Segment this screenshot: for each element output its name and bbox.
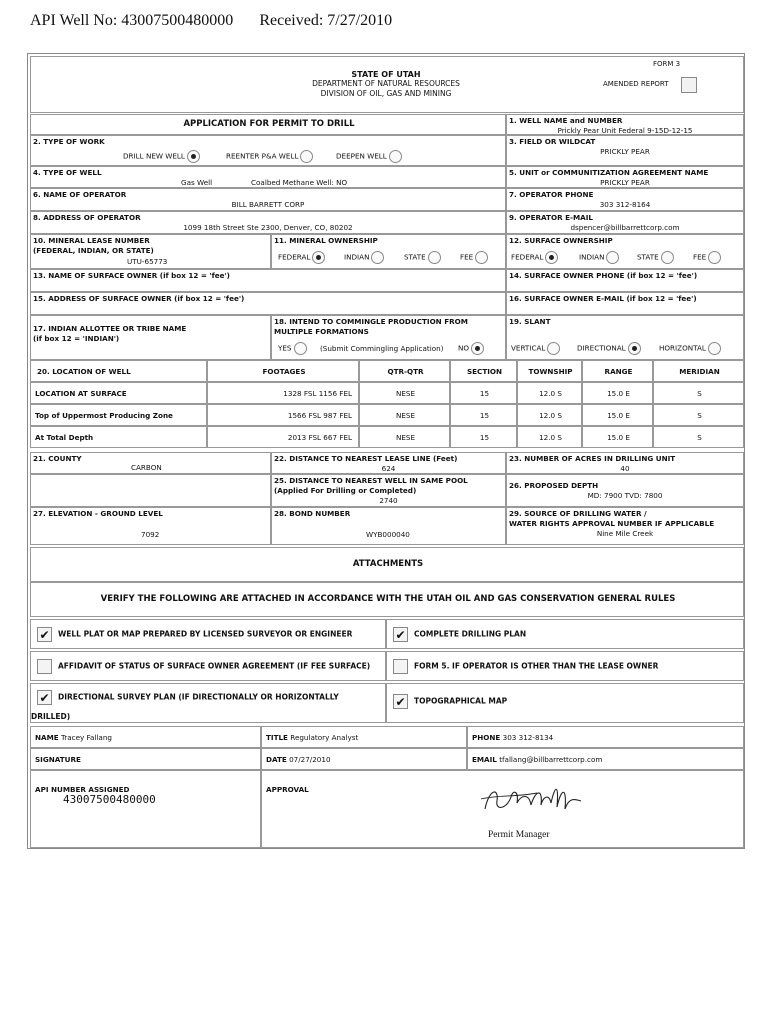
- commingle-yes-radio[interactable]: [294, 342, 307, 355]
- loc-cell-1-4-text: 12.0 S: [539, 411, 562, 420]
- mineral-fee-label: FEE: [460, 252, 474, 262]
- loc-cell-1-2: [359, 404, 450, 426]
- attachment-directional-survey[interactable]: [30, 683, 386, 723]
- field-5-label: 5. UNIT or COMMUNITIZATION AGREEMENT NAME: [509, 168, 709, 177]
- loc-cell-2-4: [517, 426, 582, 448]
- deepen-label: DEEPEN WELL: [336, 151, 387, 161]
- title-cell: [261, 726, 467, 748]
- field-26-cell: [506, 474, 744, 507]
- date-label: DATE: [266, 755, 287, 764]
- amended-report-label: AMENDED REPORT: [603, 80, 669, 88]
- surface-federal-label: FEDERAL: [511, 252, 544, 262]
- page-header: [30, 12, 414, 30]
- loc-cell-2-0-text: At Total Depth: [35, 433, 94, 442]
- field-8-label: 8. ADDRESS OF OPERATOR: [33, 213, 141, 222]
- amended-report-checkbox[interactable]: [681, 77, 697, 93]
- field-5-value: PRICKLY PEAR: [600, 178, 650, 187]
- field-17-cell: [30, 315, 271, 360]
- verify-row: [30, 582, 744, 617]
- reenter-label: REENTER P&A WELL: [226, 151, 299, 161]
- api-assigned-cell: [30, 770, 261, 848]
- division-title: DIVISION OF OIL, GAS AND MINING: [320, 89, 452, 98]
- loc-cell-0-1: [207, 382, 359, 404]
- loc-cell-2-1-text: 2013 FSL 667 FEL: [287, 433, 352, 442]
- loc-cell-2-2-text: NESE: [395, 433, 416, 442]
- mineral-federal-radio[interactable]: [312, 251, 325, 264]
- slant-vertical-radio[interactable]: [547, 342, 560, 355]
- loc-cell-2-4-text: 12.0 S: [539, 433, 562, 442]
- field-11-cell: [271, 234, 506, 269]
- field-21-value: CARBON: [131, 463, 162, 472]
- affidavit-checkbox[interactable]: [37, 659, 52, 674]
- verify-text: VERIFY THE FOLLOWING ARE ATTACHED IN ACCORDANCE WITH THE UTAH OIL AND GAS CONSERVATION GENERAL RULES: [100, 594, 676, 604]
- mineral-indian-radio[interactable]: [371, 251, 384, 264]
- field-7-value: 303 312-8164: [599, 200, 651, 209]
- field-10-label: 10. MINERAL LEASE NUMBER: [33, 236, 150, 245]
- surface-fee-radio[interactable]: [708, 251, 721, 264]
- field-23-cell: [506, 452, 744, 474]
- api-assigned-value: 43007500480000: [63, 793, 156, 806]
- date-value: 07/27/2010: [289, 755, 331, 764]
- loc-cell-0-5: [582, 382, 653, 404]
- mineral-indian-label: INDIAN: [344, 252, 370, 262]
- approval-label: APPROVAL: [266, 785, 309, 794]
- field-18-sublabel: MULTIPLE FORMATIONS: [274, 327, 369, 336]
- attachment-form5[interactable]: [386, 651, 744, 681]
- field-7-label: 7. OPERATOR PHONE: [509, 190, 594, 199]
- loc-cell-1-5: [582, 404, 653, 426]
- field-1-label: 1. WELL NAME and NUMBER: [509, 116, 623, 125]
- form5-label: FORM 5. IF OPERATOR IS OTHER THAN THE LEASE OWNER: [414, 661, 659, 671]
- loc-cell-0-4-text: 12.0 S: [539, 389, 562, 398]
- field-16-label: 16. SURFACE OWNER E-MAIL (if box 12 = 'fee'): [509, 294, 697, 303]
- directional-survey-checkbox[interactable]: ✔: [37, 690, 52, 705]
- drilling-plan-label: COMPLETE DRILLING PLAN: [414, 629, 527, 639]
- mineral-federal[interactable]: [278, 251, 325, 264]
- loc-header-0-text: 20. LOCATION OF WELL: [37, 367, 131, 376]
- deepen-radio[interactable]: [389, 150, 402, 163]
- loc-header-3: [450, 360, 517, 382]
- field-28-label: 28. BOND NUMBER: [274, 509, 351, 518]
- field-14-cell: [506, 269, 744, 292]
- field-25-sublabel: (Applied For Drilling or Completed): [274, 486, 417, 495]
- field-1-cell: [506, 114, 744, 135]
- date-cell: [261, 748, 467, 770]
- field-4-cell: [30, 166, 506, 188]
- attachment-topo-map[interactable]: [386, 683, 744, 723]
- field-27-cell: [30, 507, 271, 545]
- slant-vertical[interactable]: [511, 342, 560, 355]
- field-23-value: 40: [620, 464, 630, 473]
- well-type-value: Gas Well: [181, 178, 213, 187]
- commingle-yes[interactable]: [278, 342, 307, 355]
- field-22-cell: [271, 452, 506, 474]
- field-17-sublabel: (if box 12 = 'INDIAN'): [33, 334, 120, 343]
- loc-cell-0-1-text: 1328 FSL 1156 FEL: [283, 389, 352, 398]
- slant-vertical-label: VERTICAL: [511, 343, 546, 353]
- commingle-note: (Submit Commingling Application): [320, 344, 444, 353]
- field-15-cell: [30, 292, 506, 315]
- permit-form: [27, 53, 745, 849]
- slant-directional-label: DIRECTIONAL: [577, 343, 626, 353]
- surface-state-label: STATE: [637, 252, 659, 262]
- mineral-fee-radio[interactable]: [475, 251, 488, 264]
- received-date: Received: 7/27/2010: [259, 12, 393, 29]
- empty-cell-24: [30, 474, 271, 507]
- surface-indian-label: INDIAN: [579, 252, 605, 262]
- loc-cell-0-6-text: S: [697, 389, 702, 398]
- reenter-radio[interactable]: [300, 150, 313, 163]
- field-4-label: 4. TYPE OF WELL: [33, 168, 102, 177]
- field-10-cell: [30, 234, 271, 269]
- field-28-cell: [271, 507, 506, 545]
- loc-cell-0-2-text: NESE: [395, 389, 416, 398]
- approval-signature: [477, 779, 597, 819]
- signature-cell: [30, 748, 261, 770]
- loc-cell-0-5-text: 15.0 E: [607, 389, 630, 398]
- field-9-value: dspencer@billbarrettcorp.com: [570, 223, 680, 232]
- loc-cell-0-3: [450, 382, 517, 404]
- loc-cell-1-6: [653, 404, 744, 426]
- loc-cell-2-2: [359, 426, 450, 448]
- mineral-state[interactable]: [404, 251, 441, 264]
- field-11-label: 11. MINERAL OWNERSHIP: [274, 236, 378, 245]
- loc-cell-0-4: [517, 382, 582, 404]
- field-26-value: MD: 7900 TVD: 7800: [587, 491, 663, 500]
- field-10-value: UTU-65773: [127, 257, 168, 266]
- loc-cell-2-5-text: 15.0 E: [607, 433, 630, 442]
- mineral-state-radio[interactable]: [428, 251, 441, 264]
- surface-federal-radio[interactable]: [545, 251, 558, 264]
- type-work-deepen[interactable]: [336, 150, 402, 163]
- phone-value: 303 312-8134: [502, 733, 554, 742]
- loc-header-6-text: MERIDIAN: [679, 367, 720, 376]
- surface-federal[interactable]: [511, 251, 558, 264]
- loc-cell-1-6-text: S: [697, 411, 702, 420]
- loc-cell-0-0: [30, 382, 207, 404]
- title-label: TITLE: [266, 733, 288, 742]
- name-cell: [30, 726, 261, 748]
- mineral-fee[interactable]: [460, 251, 488, 264]
- field-29-cell: [506, 507, 744, 545]
- mineral-federal-label: FEDERAL: [278, 252, 311, 262]
- field-14-label: 14. SURFACE OWNER PHONE (if box 12 = 'fee'): [509, 271, 698, 280]
- application-title-cell: [30, 114, 506, 135]
- loc-cell-0-0-text: LOCATION AT SURFACE: [35, 389, 127, 398]
- loc-cell-2-3-text: 15: [479, 433, 490, 442]
- loc-cell-1-1-text: 1566 FSL 987 FEL: [287, 411, 352, 420]
- state-title: STATE OF UTAH: [351, 70, 421, 79]
- field-17-label: 17. INDIAN ALLOTTEE OR TRIBE NAME: [33, 324, 187, 333]
- topo-map-label: TOPOGRAPHICAL MAP: [414, 696, 508, 706]
- mineral-state-label: STATE: [404, 252, 426, 262]
- field-16-cell: [506, 292, 744, 315]
- field-21-label: 21. COUNTY: [33, 454, 82, 463]
- slant-horizontal[interactable]: [659, 342, 721, 355]
- field-7-cell: [506, 188, 744, 211]
- signature-label: SIGNATURE: [35, 755, 81, 764]
- attachments-title: ATTACHMENTS: [352, 559, 424, 569]
- affidavit-label: AFFIDAVIT OF STATUS OF SURFACE OWNER AGREEMENT (IF FEE SURFACE): [58, 661, 371, 671]
- field-18-cell: [271, 315, 506, 360]
- loc-header-2: [359, 360, 450, 382]
- email-value: tfallang@billbarrettcorp.com: [499, 755, 603, 764]
- field-19-label: 19. SLANT: [509, 317, 551, 326]
- loc-cell-1-4: [517, 404, 582, 426]
- field-1-value: Prickly Pear Unit Federal 9-15D-12-15: [557, 126, 693, 135]
- well-plat-label: WELL PLAT OR MAP PREPARED BY LICENSED SURVEYOR OR ENGINEER: [58, 629, 353, 639]
- field-29-sublabel: WATER RIGHTS APPROVAL NUMBER IF APPLICABLE: [509, 519, 715, 528]
- field-3-value: PRICKLY PEAR: [600, 147, 650, 156]
- form-number: FORM 3: [653, 60, 681, 68]
- loc-cell-1-3: [450, 404, 517, 426]
- field-18-label: 18. INTEND TO COMMINGLE PRODUCTION FROM: [274, 317, 468, 326]
- name-value: Tracey Fallang: [60, 733, 112, 742]
- loc-header-1-text: FOOTAGES: [262, 367, 306, 376]
- field-29-label: 29. SOURCE OF DRILLING WATER /: [509, 509, 647, 518]
- loc-header-1: [207, 360, 359, 382]
- slant-horizontal-radio[interactable]: [708, 342, 721, 355]
- field-6-value: BILL BARRETT CORP: [231, 200, 305, 209]
- surface-indian-radio[interactable]: [606, 251, 619, 264]
- field-22-label: 22. DISTANCE TO NEAREST LEASE LINE (Feet): [274, 454, 458, 463]
- loc-cell-1-3-text: 15: [479, 411, 490, 420]
- field-21-cell: [30, 452, 271, 474]
- slant-directional[interactable]: [577, 342, 641, 355]
- field-3-label: 3. FIELD OR WILDCAT: [509, 137, 596, 146]
- loc-cell-1-1: [207, 404, 359, 426]
- type-work-drill-new[interactable]: [123, 150, 200, 163]
- field-28-value: WYB000040: [366, 530, 410, 539]
- application-title: APPLICATION FOR PERMIT TO DRILL: [183, 119, 355, 129]
- field-2-cell: [30, 135, 506, 166]
- slant-directional-radio[interactable]: [628, 342, 641, 355]
- drilling-plan-checkbox[interactable]: ✔: [393, 627, 408, 642]
- field-13-label: 13. NAME OF SURFACE OWNER (if box 12 = 'fee'): [33, 271, 230, 280]
- api-assigned-label: API NUMBER ASSIGNED: [35, 785, 130, 794]
- field-6-label: 6. NAME OF OPERATOR: [33, 190, 127, 199]
- field-12-cell: [506, 234, 744, 269]
- surface-state-radio[interactable]: [661, 251, 674, 264]
- field-10-sublabel: (FEDERAL, INDIAN, OR STATE): [33, 246, 154, 255]
- field-9-label: 9. OPERATOR E-MAIL: [509, 213, 593, 222]
- loc-cell-2-1: [207, 426, 359, 448]
- field-15-label: 15. ADDRESS OF SURFACE OWNER (if box 12 = 'fee'): [33, 294, 245, 303]
- coalbed-methane-value: Coalbed Methane Well: NO: [251, 178, 348, 187]
- loc-cell-2-5: [582, 426, 653, 448]
- phone-label: PHONE: [472, 733, 501, 742]
- form5-checkbox[interactable]: [393, 659, 408, 674]
- field-25-label: 25. DISTANCE TO NEAREST WELL IN SAME POOL: [274, 476, 468, 485]
- loc-header-5: [582, 360, 653, 382]
- drill-new-radio[interactable]: [187, 150, 200, 163]
- field-22-value: 624: [381, 464, 396, 473]
- loc-cell-2-6: [653, 426, 744, 448]
- loc-header-4-text: TOWNSHIP: [528, 367, 573, 376]
- directional-survey-label: DIRECTIONAL SURVEY PLAN (IF DIRECTIONALLY OR HORIZONTALLY: [58, 692, 339, 702]
- loc-cell-1-2-text: NESE: [395, 411, 416, 420]
- field-6-cell: [30, 188, 506, 211]
- field-13-cell: [30, 269, 506, 292]
- field-3-cell: [506, 135, 744, 166]
- field-5-cell: [506, 166, 744, 188]
- directional-survey-label-cont: DRILLED): [31, 712, 71, 721]
- type-work-reenter[interactable]: [226, 150, 313, 163]
- loc-cell-1-5-text: 15.0 E: [607, 411, 630, 420]
- field-12-label: 12. SURFACE OWNERSHIP: [509, 236, 613, 245]
- permit-manager-label: Permit Manager: [488, 830, 550, 840]
- surface-fee[interactable]: [693, 251, 721, 264]
- field-27-label: 27. ELEVATION - GROUND LEVEL: [33, 509, 163, 518]
- field-25-value: 2740: [379, 496, 398, 505]
- surface-state[interactable]: [637, 251, 674, 264]
- loc-cell-1-0-text: Top of Uppermost Producing Zone: [35, 411, 173, 420]
- topo-map-checkbox[interactable]: ✔: [393, 694, 408, 709]
- slant-horizontal-label: HORIZONTAL: [659, 343, 706, 353]
- well-plat-checkbox[interactable]: ✔: [37, 627, 52, 642]
- loc-cell-2-0: [30, 426, 207, 448]
- attachment-drilling-plan[interactable]: [386, 619, 744, 649]
- name-label: NAME: [35, 733, 59, 742]
- attachment-affidavit[interactable]: [30, 651, 386, 681]
- field-25-cell: [271, 474, 506, 507]
- loc-header-5-text: RANGE: [604, 367, 633, 376]
- surface-indian[interactable]: [579, 251, 619, 264]
- api-well-number: API Well No: 43007500480000: [30, 12, 234, 29]
- commingle-yes-label: YES: [278, 343, 292, 353]
- field-27-value: 7092: [141, 530, 160, 539]
- field-29-value: Nine Mile Creek: [596, 529, 654, 538]
- commingle-no-radio[interactable]: [471, 342, 484, 355]
- field-2-label: 2. TYPE OF WORK: [33, 137, 105, 146]
- loc-cell-2-6-text: S: [697, 433, 702, 442]
- dept-title: DEPARTMENT OF NATURAL RESOURCES: [312, 79, 460, 88]
- loc-header-3-text: SECTION: [466, 367, 503, 376]
- loc-cell-0-6: [653, 382, 744, 404]
- loc-header-0: [30, 360, 207, 382]
- commingle-no-label: NO: [458, 343, 470, 353]
- attachment-well-plat[interactable]: [30, 619, 386, 649]
- field-23-label: 23. NUMBER OF ACRES IN DRILLING UNIT: [509, 454, 676, 463]
- email-cell: [467, 748, 744, 770]
- drill-new-label: DRILL NEW WELL: [123, 151, 185, 161]
- title-block: [30, 56, 744, 113]
- email-label: EMAIL: [472, 755, 497, 764]
- field-8-value: 1099 18th Street Ste 2300, Denver, CO, 80202: [183, 223, 353, 232]
- field-8-cell: [30, 211, 506, 234]
- field-19-cell: [506, 315, 744, 360]
- loc-cell-0-3-text: 15: [479, 389, 490, 398]
- commingle-no[interactable]: [458, 342, 484, 355]
- approval-cell: [261, 770, 744, 848]
- attachments-header: [30, 547, 744, 582]
- field-9-cell: [506, 211, 744, 234]
- loc-header-4: [517, 360, 582, 382]
- loc-cell-2-3: [450, 426, 517, 448]
- field-26-label: 26. PROPOSED DEPTH: [509, 481, 599, 490]
- loc-cell-1-0: [30, 404, 207, 426]
- loc-header-6: [653, 360, 744, 382]
- surface-fee-label: FEE: [693, 252, 707, 262]
- loc-header-2-text: QTR-QTR: [387, 367, 424, 376]
- mineral-indian[interactable]: [344, 251, 384, 264]
- loc-cell-0-2: [359, 382, 450, 404]
- phone-cell: [467, 726, 744, 748]
- title-value: Regulatory Analyst: [290, 733, 359, 742]
- location-table: [30, 360, 744, 448]
